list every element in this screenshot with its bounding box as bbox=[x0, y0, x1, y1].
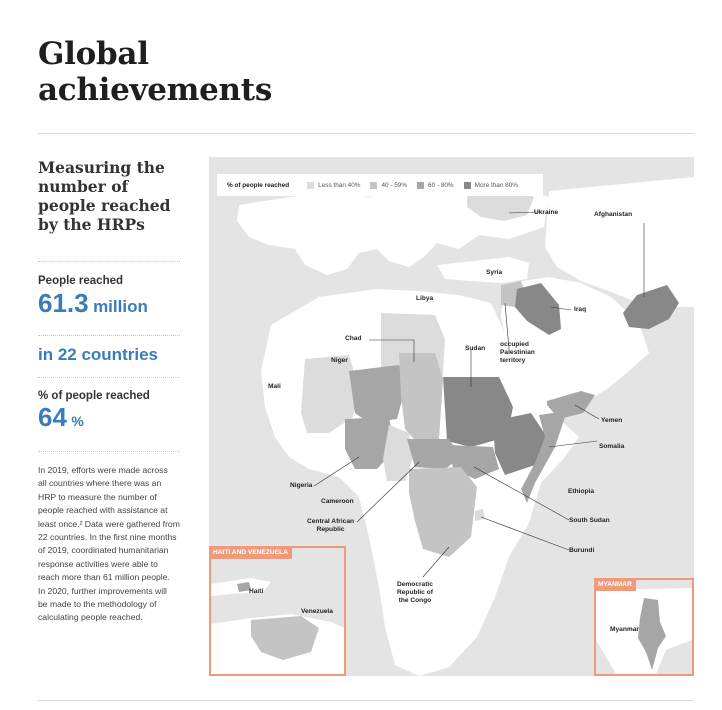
label-afghanistan: Afghanistan bbox=[594, 211, 633, 218]
note-line: least once.² Data were gathered from bbox=[38, 518, 180, 529]
map bbox=[209, 157, 694, 676]
label-car-line: Central African bbox=[307, 518, 355, 525]
label-myanmar: Myanmar bbox=[610, 626, 639, 633]
label-sudan: Sudan bbox=[465, 345, 486, 352]
land-turkey bbox=[437, 257, 529, 283]
legend-swatch bbox=[370, 182, 377, 189]
subtitle-line: people reached bbox=[38, 196, 171, 215]
label-drc-line: Republic of bbox=[397, 589, 433, 596]
note-line: people reached with assistance at bbox=[38, 505, 168, 516]
label-nigeria: Nigeria bbox=[290, 482, 313, 489]
legend-swatch bbox=[417, 182, 424, 189]
note-line: calculating people reached. bbox=[38, 612, 143, 623]
note-line: 22 countries. In the first nine months bbox=[38, 532, 177, 543]
pct-reached-number: 64 bbox=[38, 402, 67, 432]
sidebar-subtitle bbox=[38, 158, 180, 234]
label-ethiopia: Ethiopia bbox=[568, 488, 595, 495]
inset-myanmar-tag: MYANMAR bbox=[594, 578, 636, 591]
top-divider bbox=[38, 133, 694, 134]
note-line: reach more than 61 million people. bbox=[38, 572, 170, 583]
label-south-sudan: South Sudan bbox=[569, 517, 610, 524]
title-line-1: Global bbox=[38, 36, 149, 72]
countries-count: in 22 countries bbox=[38, 345, 158, 364]
title-line-2: achievements bbox=[38, 72, 272, 108]
label-somalia: Somalia bbox=[599, 443, 625, 450]
bottom-divider bbox=[38, 700, 694, 701]
note-line: In 2019, efforts were made across bbox=[38, 465, 168, 475]
page-title bbox=[38, 36, 272, 108]
people-reached-unit: million bbox=[93, 297, 148, 316]
label-opt-line: Palestinian bbox=[500, 349, 535, 356]
label-yemen: Yemen bbox=[601, 417, 623, 424]
pct-reached-unit: % bbox=[71, 413, 84, 429]
label-mali: Mali bbox=[268, 383, 281, 390]
inset-haiti-venezuela-tag: HAITI AND VENEZUELA bbox=[209, 546, 292, 559]
inset-myanmar bbox=[594, 578, 694, 676]
legend-item bbox=[370, 182, 407, 189]
divider bbox=[38, 377, 180, 378]
pct-reached-label: % of people reached bbox=[38, 390, 150, 402]
inset-haiti-venezuela bbox=[209, 546, 346, 676]
legend-item-label: More than 80% bbox=[474, 181, 518, 189]
label-libya: Libya bbox=[416, 295, 434, 302]
pct-reached-value bbox=[38, 402, 180, 437]
legend-item bbox=[307, 182, 360, 189]
label-opt-line: territory bbox=[500, 357, 526, 364]
label-opt bbox=[500, 341, 535, 365]
divider bbox=[38, 261, 180, 262]
label-drc-line: Democratic bbox=[397, 581, 433, 588]
legend-item-label: Less than 40% bbox=[318, 181, 361, 189]
people-reached-number: 61.3 bbox=[38, 288, 89, 318]
legend-title: % of people reached bbox=[227, 181, 290, 189]
label-chad: Chad bbox=[345, 335, 362, 342]
label-opt-line: occupied bbox=[500, 341, 529, 348]
note-line: HRP to measure the number of bbox=[38, 491, 157, 502]
label-iraq: Iraq bbox=[574, 306, 587, 313]
people-reached-value bbox=[38, 288, 180, 323]
note-line: all countries where there was an bbox=[38, 478, 162, 489]
subtitle-line: Measuring the bbox=[38, 158, 165, 177]
subtitle-line: number of bbox=[38, 177, 129, 196]
sidebar bbox=[38, 158, 180, 625]
label-ukraine: Ukraine bbox=[534, 209, 559, 216]
divider bbox=[38, 335, 180, 336]
label-car-line: Republic bbox=[316, 526, 345, 533]
country-niger bbox=[349, 365, 405, 423]
people-reached-label: People reached bbox=[38, 275, 124, 287]
legend-item bbox=[417, 182, 454, 189]
label-burundi: Burundi bbox=[569, 547, 595, 554]
note-line: In 2020, further improvements will bbox=[38, 585, 167, 596]
note-line: response activities were able to bbox=[38, 558, 158, 569]
label-drc-line: the Congo bbox=[398, 597, 432, 604]
map-legend bbox=[217, 174, 543, 196]
label-niger: Niger bbox=[331, 357, 348, 364]
methodology-note bbox=[38, 464, 180, 625]
legend-item bbox=[464, 182, 518, 189]
label-car bbox=[307, 518, 354, 534]
legend-item-label: 40 - 59% bbox=[381, 181, 408, 189]
legend-swatch bbox=[464, 182, 471, 189]
label-venezuela: Venezuela bbox=[301, 608, 333, 615]
legend-item-label: 60 - 80% bbox=[428, 181, 454, 189]
note-line: be made to the methodology of bbox=[38, 599, 157, 610]
label-cameroon: Cameroon bbox=[321, 498, 354, 505]
note-line: of 2019, coordinated humanitarian bbox=[38, 545, 169, 556]
label-haiti: Haiti bbox=[249, 588, 264, 595]
label-syria: Syria bbox=[486, 269, 503, 276]
legend-swatch bbox=[307, 182, 314, 189]
subtitle-line: by the HRPs bbox=[38, 215, 145, 234]
label-drc bbox=[397, 581, 433, 605]
divider bbox=[38, 451, 180, 452]
